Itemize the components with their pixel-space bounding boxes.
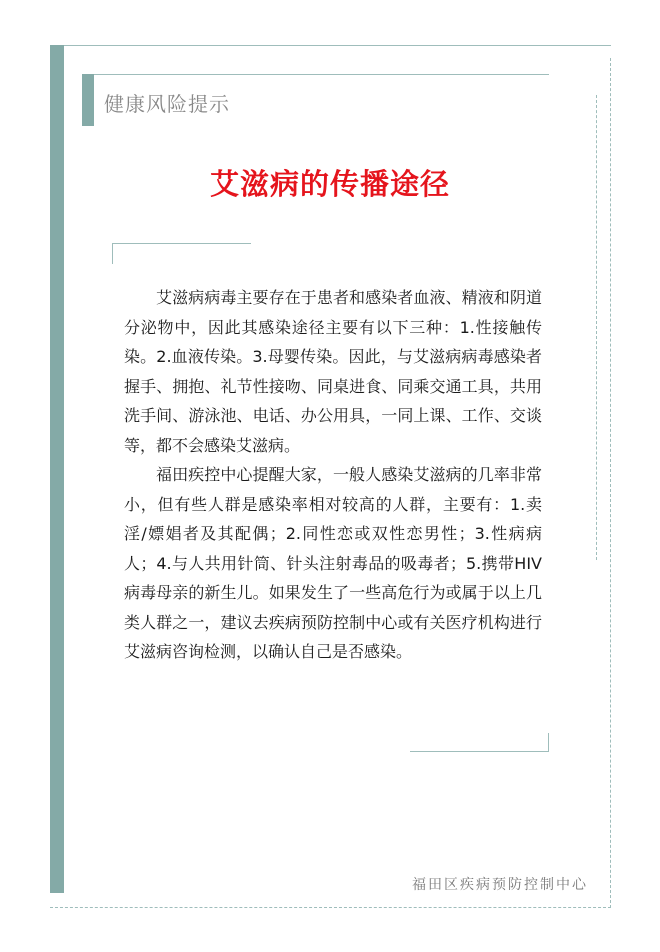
article-title: 艾滋病的传播途径: [209, 167, 450, 201]
corner-bracket-bottom-right: [410, 733, 549, 752]
article-paragraph: 福田疾控中心提醒大家，一般人感染艾滋病的几率非常小，但有些人群是感染率相对较高的人群，主要有：1.卖淫/嫖娼者及其配偶；2.同性恋或双性恋男性；3.性病病人；4.与人共用针筒、针头注射毒品的吸毒者；5.携带HIV病毒母亲的新生儿。如果发生了一些高危行为或属于以上几类人群之一，建议去疾病预防控制中心或有关医疗机构进行艾滋病咨询检测，以确认自己是否感染。: [124, 465, 542, 661]
corner-bracket-top-left: [112, 243, 251, 264]
article-body: [124, 283, 542, 667]
frame-top-border: [64, 45, 611, 46]
header-accent-block: [82, 74, 94, 126]
header-title: 健康风险提示: [104, 92, 230, 116]
article-paragraph: 艾滋病病毒主要存在于患者和感染者血液、精液和阴道分泌物中，因此其感染途径主要有以下三种：1.性接触传染。2.血液传染。3.母婴传染。因此，与艾滋病病毒感染者握手、拥抱、礼节性接吻、同桌进食、同乘交通工具，共用洗手间、游泳池、电话、办公用具，一同上课、工作、交谈等，都不会感染艾滋病。: [124, 288, 542, 455]
frame-bottom-dashed-border: [50, 907, 611, 908]
footer-organization: 福田区疾病预防控制中心: [412, 877, 588, 893]
header-top-line: [94, 74, 549, 75]
